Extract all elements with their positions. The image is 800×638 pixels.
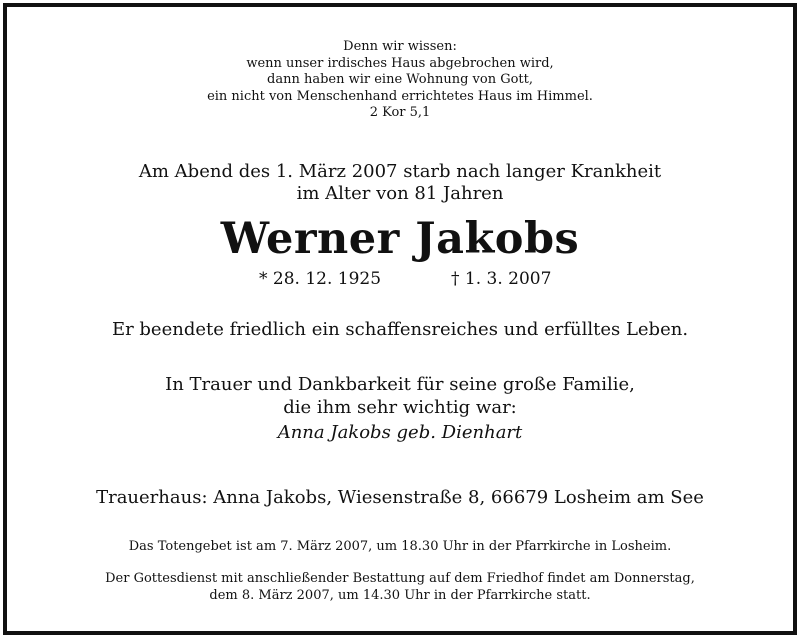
- funeral-service-notice: [7, 570, 793, 604]
- mourners: [7, 373, 793, 444]
- death-date: † 1. 3. 2007: [451, 269, 552, 289]
- death-announcement: [7, 161, 793, 205]
- verse-line: wenn unser irdisches Haus abgebrochen wird,: [246, 55, 554, 71]
- service-line: dem 8. März 2007, um 14.30 Uhr in der Pfarrkirche statt.: [209, 588, 591, 603]
- verse-reference: 2 Kor 5,1: [369, 105, 431, 120]
- mourning-house-address: Trauerhaus: Anna Jakobs, Wiesenstraße 8, 66679 Losheim am See: [96, 487, 704, 508]
- birth-date: * 28. 12. 1925: [259, 269, 382, 289]
- verse-line: dann haben wir eine Wohnung von Gott,: [267, 72, 533, 87]
- prayer-notice: Das Totengebet ist am 7. März 2007, um 18.30 Uhr in der Pfarrkirche in Losheim.: [128, 539, 672, 554]
- announcement-age: im Alter von 81 Jahren: [296, 183, 504, 204]
- life-statement: Er beendete friedlich ein schaffensreiches und erfülltes Leben.: [111, 319, 689, 340]
- widow-name: Anna Jakobs geb. Dienhart: [277, 422, 523, 443]
- verse-line: Denn wir wissen:: [343, 39, 457, 54]
- bible-verse: [7, 39, 793, 122]
- mourners-line: die ihm sehr wichtig war:: [283, 397, 517, 418]
- announcement-line: Am Abend des 1. März 2007 starb nach langer Krankheit: [138, 161, 662, 182]
- service-line: Der Gottesdienst mit anschließender Bestattung auf dem Friedhof findet am Donnerstag,: [105, 571, 695, 586]
- deceased-name: Werner Jakobs: [220, 214, 580, 264]
- verse-line: ein nicht von Menschenhand errichtetes Haus im Himmel.: [207, 88, 593, 104]
- mourners-line: In Trauer und Dankbarkeit für seine große Familie,: [165, 374, 635, 395]
- obituary-frame: [3, 3, 797, 635]
